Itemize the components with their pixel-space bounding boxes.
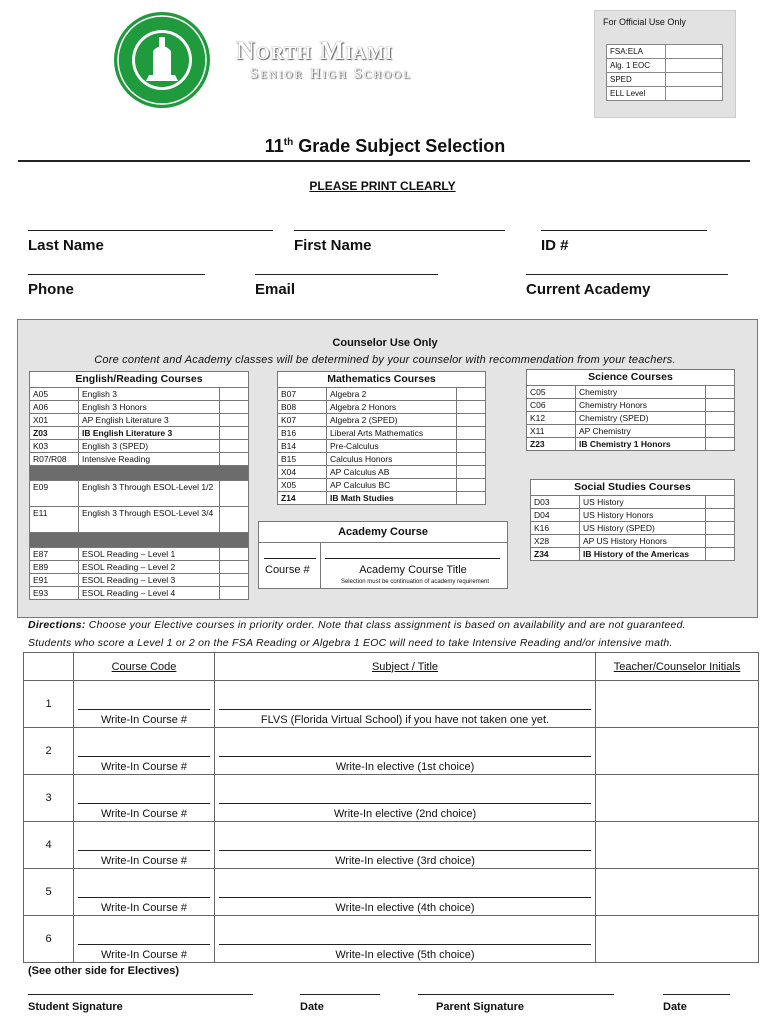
table-row [24,916,759,963]
course-code: E87 [30,548,79,561]
title-divider [18,160,750,162]
course-code: E09 [30,481,79,507]
course-name: Intensive Reading [79,453,220,466]
course-name: AP English Literature 3 [79,414,220,427]
course-code: Z03 [30,427,79,440]
school-subtitle: Senior High School [250,66,413,82]
course-check[interactable] [706,548,735,561]
course-code-cell[interactable]: Write-In Course # [74,869,215,916]
section-divider [30,533,249,548]
official-row-label: FSA:ELA [607,45,666,59]
counselor-use-title: Counselor Use Only [332,337,438,349]
course-code: A05 [30,388,79,401]
course-name: Chemistry [576,386,706,399]
row-number: 3 [24,775,74,822]
email-line[interactable] [255,274,438,275]
course-check[interactable] [220,561,249,574]
course-name: US History Honors [580,509,706,522]
course-check[interactable] [457,414,486,427]
header-course-code: Course Code [74,653,215,681]
initials-cell[interactable] [596,775,759,822]
course-code: C06 [527,399,576,412]
course-name: English 3 Through ESOL-Level 1/2 [79,481,220,507]
course-code: K03 [30,440,79,453]
academy-course-title-line[interactable] [325,558,500,559]
subject-cell[interactable]: Write-In elective (3rd choice) [215,822,596,869]
table-row [24,869,759,916]
official-use-box [594,10,736,118]
first-name-label: First Name [294,237,372,254]
course-name: Algebra 2 Honors [327,401,457,414]
initials-cell[interactable] [596,869,759,916]
course-check[interactable] [706,399,735,412]
official-use-title: For Official Use Only [603,17,686,27]
course-check[interactable] [457,401,486,414]
course-code: E11 [30,507,79,533]
table-row [24,775,759,822]
date-label-2: Date [663,1001,687,1013]
school-logo [113,11,211,109]
first-name-line[interactable] [294,230,505,231]
social-studies-title: Social Studies Courses [531,480,735,496]
academy-course-number-label: Course # [265,564,310,576]
course-code: Z14 [278,492,327,505]
course-code-cell[interactable]: Write-In Course # [74,822,215,869]
science-courses-table [526,369,735,451]
course-check[interactable] [220,440,249,453]
academy-course-box [258,521,508,589]
row-number: 2 [24,728,74,775]
course-code: X01 [30,414,79,427]
academy-course-number-line[interactable] [264,558,316,559]
course-code: E91 [30,574,79,587]
course-check[interactable] [220,453,249,466]
last-name-label: Last Name [28,237,104,254]
course-name: Chemistry (SPED) [576,412,706,425]
official-row-label: Alg. 1 EOC [607,59,666,73]
course-name: ESOL Reading – Level 2 [79,561,220,574]
course-name: US History (SPED) [580,522,706,535]
table-row [24,728,759,775]
english-courses-title: English/Reading Courses [30,372,249,388]
course-code-cell[interactable]: Write-In Course # [74,775,215,822]
course-name: IB Chemistry 1 Honors [576,438,706,451]
course-code-cell[interactable]: Write-In Course # [74,681,215,728]
row-number: 1 [24,681,74,728]
course-code: K12 [527,412,576,425]
course-check[interactable] [706,496,735,509]
directions-line-1: Directions: Choose your Elective courses in priority order. Note that class assignment is based on availability and are not guaranteed. [28,619,686,631]
course-code: B08 [278,401,327,414]
course-check[interactable] [706,509,735,522]
table-row [24,681,759,728]
course-check[interactable] [457,440,486,453]
social-studies-table [530,479,735,561]
student-signature-line[interactable] [28,994,253,995]
official-row-label: ELL Level [607,87,666,101]
counselor-note: Core content and Academy classes will be determined by your counselor with recommendation from your teachers. [94,354,676,366]
science-courses-title: Science Courses [527,370,735,386]
course-name: US History [580,496,706,509]
course-code: Z23 [527,438,576,451]
course-code: X28 [531,535,580,548]
course-name: Calculus Honors [327,453,457,466]
official-use-table [606,44,723,101]
parent-signature-label: Parent Signature [436,1001,525,1013]
initials-cell[interactable] [596,822,759,869]
official-row-label: SPED [607,73,666,87]
subject-cell[interactable]: Write-In elective (1st choice) [215,728,596,775]
current-academy-label: Current Academy [526,281,651,298]
course-check[interactable] [457,388,486,401]
course-check[interactable] [220,427,249,440]
course-check[interactable] [220,414,249,427]
course-check[interactable] [457,466,486,479]
course-code: B15 [278,453,327,466]
course-check[interactable] [457,492,486,505]
course-name: English 3 Through ESOL-Level 3/4 [79,507,220,533]
subject-cell[interactable]: Write-In elective (5th choice) [215,916,596,963]
subject-cell[interactable]: Write-In elective (4th choice) [215,869,596,916]
course-name: English 3 (SPED) [79,440,220,453]
course-name: Pre-Calculus [327,440,457,453]
course-check[interactable] [220,574,249,587]
course-name: AP Calculus AB [327,466,457,479]
initials-cell[interactable] [596,728,759,775]
course-code: X05 [278,479,327,492]
course-code: X11 [527,425,576,438]
see-other-side-note: (See other side for Electives) [28,965,179,977]
course-code-cell[interactable]: Write-In Course # [74,916,215,963]
id-line[interactable] [541,230,707,231]
directions-line-2: Students who score a Level 1 or 2 on the FSA Reading or Algebra 1 EOC will need to take Intensive Reading and/or intensive math. [28,637,673,649]
course-name: IB History of the Americas [580,548,706,561]
subject-cell[interactable]: FLVS (Florida Virtual School) if you have not taken one yet. [215,681,596,728]
course-check[interactable] [220,481,249,507]
parent-signature-line[interactable] [418,994,614,995]
course-check[interactable] [220,587,249,600]
academy-course-title: Academy Course [338,526,428,538]
row-number: 6 [24,916,74,963]
academy-divider [259,542,507,543]
course-name: English 3 [79,388,220,401]
course-name: Algebra 2 (SPED) [327,414,457,427]
course-code: E93 [30,587,79,600]
course-check[interactable] [220,401,249,414]
course-code: K07 [278,414,327,427]
student-signature-label: Student Signature [28,1001,123,1013]
course-code: K16 [531,522,580,535]
course-check[interactable] [706,535,735,548]
course-name: AP US History Honors [580,535,706,548]
course-name: IB English Literature 3 [79,427,220,440]
course-selection-table [23,652,759,964]
course-name: ESOL Reading – Level 4 [79,587,220,600]
header-initials: Teacher/Counselor Initials [596,653,759,681]
email-label: Email [255,281,296,298]
course-code: A06 [30,401,79,414]
subject-cell[interactable]: Write-In elective (2nd choice) [215,775,596,822]
initials-cell[interactable] [596,681,759,728]
header-subject-title: Subject / Title [215,653,596,681]
school-name: North Miami [236,36,394,65]
course-check[interactable] [706,386,735,399]
course-code: C05 [527,386,576,399]
course-check[interactable] [220,388,249,401]
course-check[interactable] [220,507,249,533]
phone-label: Phone [28,281,74,298]
official-row-value[interactable] [666,73,723,87]
english-courses-table [29,371,249,600]
course-name: Algebra 2 [327,388,457,401]
course-check[interactable] [706,412,735,425]
course-name: Liberal Arts Mathematics [327,427,457,440]
row-number: 4 [24,822,74,869]
section-divider [30,466,249,481]
course-code: E89 [30,561,79,574]
row-number: 5 [24,869,74,916]
course-code: Z34 [531,548,580,561]
date-line-1[interactable] [300,994,380,995]
table-row [24,822,759,869]
official-row-value[interactable] [666,87,723,101]
course-code: B07 [278,388,327,401]
initials-cell[interactable] [596,916,759,963]
academy-column-divider [320,543,321,588]
course-name: AP Chemistry [576,425,706,438]
academy-line[interactable] [526,274,728,275]
page-title: 11th Grade Subject Selection [264,136,506,156]
course-code: X04 [278,466,327,479]
course-code: R07/R08 [30,453,79,466]
course-code-cell[interactable]: Write-In Course # [74,728,215,775]
official-row-value[interactable] [666,45,723,59]
course-name: AP Calculus BC [327,479,457,492]
official-row-value[interactable] [666,59,723,73]
print-instruction: PLEASE PRINT CLEARLY [309,179,456,193]
course-check[interactable] [457,453,486,466]
course-name: ESOL Reading – Level 3 [79,574,220,587]
header-number [24,653,74,681]
math-courses-title: Mathematics Courses [278,372,486,388]
course-code: B14 [278,440,327,453]
course-check[interactable] [706,522,735,535]
academy-course-title-label: Academy Course Title [359,564,467,576]
date-label-1: Date [300,1001,324,1013]
date-line-2[interactable] [663,994,730,995]
course-check[interactable] [220,548,249,561]
course-check[interactable] [706,438,735,451]
math-courses-table [277,371,486,505]
course-check[interactable] [457,479,486,492]
course-code: D04 [531,509,580,522]
course-code: B16 [278,427,327,440]
id-label: ID # [541,237,569,254]
course-check[interactable] [706,425,735,438]
course-check[interactable] [457,427,486,440]
course-name: ESOL Reading – Level 1 [79,548,220,561]
course-name: IB Math Studies [327,492,457,505]
last-name-line[interactable] [28,230,273,231]
course-name: Chemistry Honors [576,399,706,412]
course-code: D03 [531,496,580,509]
course-name: English 3 Honors [79,401,220,414]
phone-line[interactable] [28,274,205,275]
academy-note: Selection must be continuation of academy requirement [340,579,490,585]
